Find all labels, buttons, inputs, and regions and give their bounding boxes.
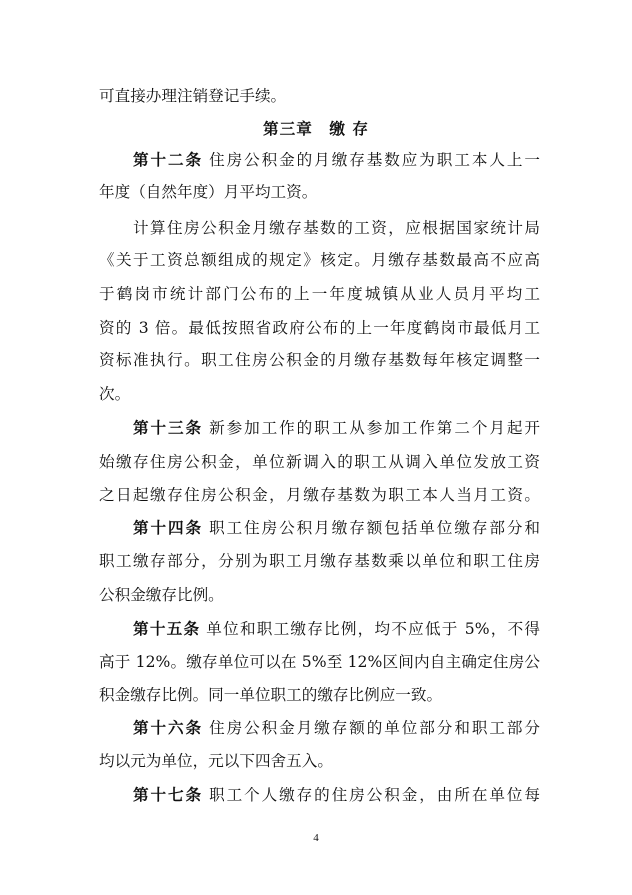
- text-line: 职工缴存部分，分别为职工月缴存基数乘以单位和职工住房: [99, 552, 540, 570]
- text-line: 积金缴存比例。同一单位职工的缴存比例应一致。: [99, 686, 443, 704]
- text-line: 《关于工资总额组成的规定》核定。月缴存基数最高不应高: [99, 251, 540, 269]
- text-line: 新参加工作的职工从参加工作第二个月起开: [209, 419, 540, 437]
- article-number: 第十七条: [133, 786, 204, 804]
- chapter-title: 第三章 缴 存: [263, 120, 369, 138]
- text-line: 住房公积金的月缴存基数应为职工本人上一: [209, 151, 540, 169]
- article-number: 第十三条: [133, 419, 204, 437]
- text-line: 资标准执行。职工住房公积金的月缴存基数每年核定调整一: [99, 351, 540, 369]
- article-15-line-1: [133, 619, 540, 639]
- text-line: 可直接办理注销登记手续。: [99, 87, 287, 105]
- text-line: 住房公积金月缴存额的单位部分和职工部分: [209, 719, 540, 737]
- text-line: 计算住房公积金月缴存基数的工资，应根据国家统计局: [133, 219, 540, 237]
- text-line: 年度（自然年度）月平均工资。: [99, 183, 318, 201]
- text-line: 职工住房公积月缴存额包括单位缴存部分和: [209, 519, 540, 537]
- text-line: 职工个人缴存的住房公积金，由所在单位每: [209, 786, 540, 804]
- article-number: 第十四条: [133, 519, 204, 537]
- text-line: 公积金缴存比例。: [99, 586, 224, 604]
- article-14-line-1: [133, 518, 540, 538]
- article-number: 第十六条: [133, 719, 204, 737]
- article-13-line-1: [133, 418, 540, 438]
- article-number: 第十五条: [133, 620, 201, 638]
- text-line: 均以元为单位，元以下四舍五入。: [99, 752, 333, 770]
- text-line: 次。: [99, 385, 131, 403]
- text-line: 单位和职工缴存比例，均不应低于 5%，不得: [206, 620, 540, 638]
- article-12-line-1: [133, 150, 540, 170]
- text-line: 之日起缴存住房公积金，月缴存基数为职工本人当月工资。: [99, 486, 540, 504]
- text-line: 资的 3 倍。最低按照省政府公布的上一年度鹤岗市最低月工: [99, 319, 540, 337]
- text-line: 高于 12%。缴存单位可以在 5%至 12%区间内自主确定住房公: [99, 653, 540, 671]
- article-16-line-1: [133, 718, 540, 738]
- text-line: 于鹤岗市统计部门公布的上一年度城镇从业人员月平均工: [99, 285, 540, 303]
- article-number: 第十二条: [133, 151, 204, 169]
- article-17-line-1: [133, 785, 540, 805]
- text-line: 始缴存住房公积金，单位新调入的职工从调入单位发放工资: [99, 453, 540, 471]
- page-number: 4: [313, 832, 319, 844]
